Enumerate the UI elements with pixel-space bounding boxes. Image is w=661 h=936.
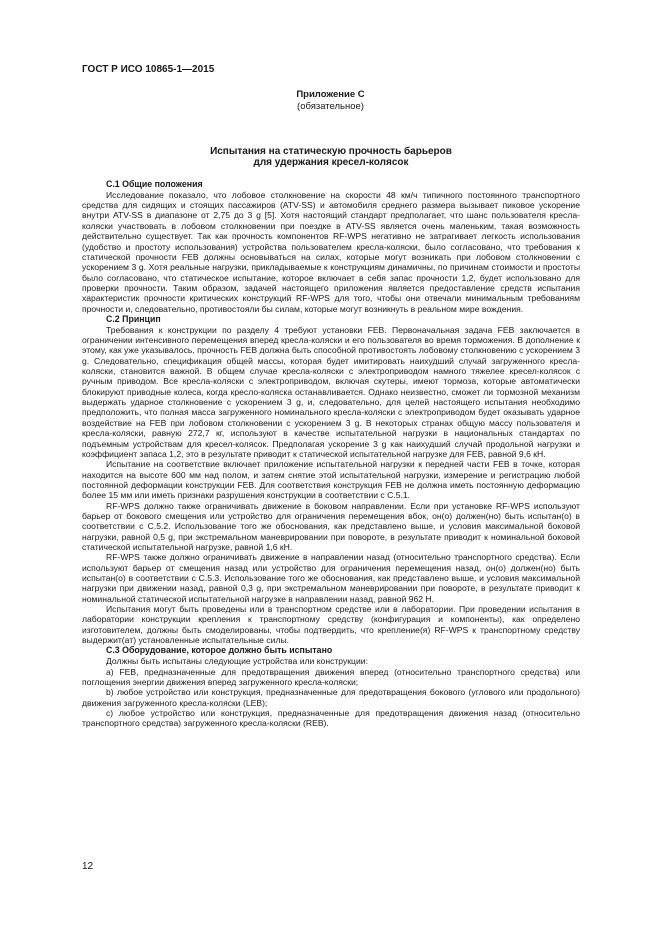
annex-note: (обязательное) xyxy=(297,101,364,112)
paragraph: Исследование показало, что лобовое столкновение на скорости 48 км/ч типичного постоянного транспортного средства для сидящих и стоящих пассажиров (ATV-SS) и автомобиля среднего размера вызывает пиковое ускорение внутри ATV-SS в диапазоне от 2,75 до 3 g [5]. Хотя настоящий стандарт предполагает, что шанс пользователя кресла-коляски участвовать в лобовом столкновении при поездке в ATV-SS является очень маленьким, такая возможность действительно существует. Так как прочность компонентов RF-WPS негативно не затрагивает легкость использования (удобство и простоту использования) устройства пользователем кресла-коляски, было согласовано, что требования к статической прочности FEB должны основываться на силах, которые могут возникать при лобовом столкновении с ускорением 3 g. Хотя реальные нагрузки, прикладываемые к конструкциям динамичны, по причинам стоимости и простоты было согласовано, что статическое испытание, которое включает в себя запас прочности 1,2, будет использовано для проверки прочности. Таким образом, задачей настоящего приложения является предоставление средств испытания характеристик прочности критических конструкций RF-WPS для того, чтобы они отвечали минимальным требованиям прочности и, следовательно, противостояли бы силам, которые могут возникнуть в реальном мире вождения. xyxy=(82,189,580,314)
paragraph: Требования к конструкции по разделу 4 требуют установки FEB. Первоначальная задача FEB заключается в ограничении интенсивного перемещения вперед кресла-коляски и его пользователя во время торможения. В дополнение к этому, как уже указывалось, прочность FEB должна быть способной противостоять лобовому столкновению с ускорением 3 g. Следовательно, спецификация общей массы, которая будет имитировать наихудший случай загруженного кресла-коляски, становится важной. В общем случае кресла-коляски с электроприводом намного тяжелее кресел-колясок с ручным приводом. Все кресла-коляски с электроприводом, включая скутеры, имеют тормоза, которые автоматически блокируют приводные колеса, когда кресло-коляска останавливается. Однако неизвестно, сможет ли тормозной механизм выдержать ударное столкновение с ускорением 3 g, и, следовательно, для целей настоящего испытания необходимо предположить, что полная масса загруженного номинального кресла-коляски с электроприводом будет оказывать ударное воздействие на FEB при лобовом столкновении с ускорением 3 g. В некоторых странах общую массу пользователя и кресла-коляски, равную 272,7 кг, используют в качестве испытательной нагрузки в национальных стандартах по подъемным устройствам для кресел-колясок. Предполагая ускорение 3 g как наихудший случай продольной нагрузки и коэффициент запаса 1,2, это в результате приводит к статической испытательной нагрузке для FEB, равной 9,6 кН. xyxy=(82,324,580,459)
paragraph: RF-WPS также должно ограничивать движение в направлении назад (относительно транспортного средства). Если используют барьер от смещения назад или устройство для ограничения перемещения назад, он(о) должен(но) быть испытан(о) в соответствии с С.5.3. Использование того же обоснования, как представлено выше, и условия максимальной нагрузки при движении назад, равной 0,3 g, при экстремальном маневрировании при повороте, в результате приводит к номинальной статической испытательной нагрузке в направлении назад, равной 962 Н. xyxy=(82,552,580,604)
paragraph: RF-WPS должно также ограничивать движение в боковом направлении. Если при установке RF-WPS используют барьер от бокового смещения или устройство для ограничения перемещения вбок, он(о) должен(но) быть испытан(о) в соответствии с С.5.2. Использование того же обоснования, как представлено выше, и условия максимальной боковой нагрузки, равной 0,5 g, при экстремальном маневрировании при повороте, в результате приводит к номинальной боковой статической испытательной нагрузке, равной 1,6 кН. xyxy=(82,500,580,552)
list-item: b) любое устройство или конструкция, предназначенные для предотвращения бокового (углового или продольного) движения загруженного кресла-коляски (LEB); xyxy=(82,687,580,708)
paragraph: Должны быть испытаны следующие устройства или конструкции: xyxy=(106,656,368,667)
list-item: а) FEB, предназначенные для предотвращения движения вперед (относительно транспортного средства) или поглощения энергии движения вперед загруженного кресла-коляски; xyxy=(82,666,580,687)
paragraph: Испытания могут быть проведены или в транспортном средстве или в лаборатории. При проведении испытания в лаборатории конструкции крепления к транспортному средству (конфигурация и компоненты), как определено изготовителем, должны быть смоделированы, чтобы подтвердить, что крепление(я) RF-WPS к транспортному средству выдержит(ат) установленные испытательные силы. xyxy=(82,604,580,646)
section-c2-heading: С.2 Принцип xyxy=(106,313,161,324)
document-code: ГОСТ Р ИСО 10865-1—2015 xyxy=(82,64,215,75)
title-line-2: для удержания кресел-колясок xyxy=(253,157,409,168)
section-c1-heading: С.1 Общие положения xyxy=(106,179,203,189)
annex-title: Приложение С xyxy=(296,89,365,100)
section-title xyxy=(82,146,580,168)
page-number: 12 xyxy=(82,861,94,872)
title-line-1: Испытания на статическую прочность барьеров xyxy=(210,146,452,157)
paragraph: Испытание на соответствие включает приложение испытательной нагрузки к передней части FEB в точке, которая находится на высоте 600 мм над полом, и затем снятие этой испытательной нагрузки, измерение и регистрацию любой постоянной деформации конструкции FEB. Для соответствия конструкция FEB не должна иметь постоянную деформацию более 15 мм или иметь признаки разрушения конструкции в соответствии с С.5.1. xyxy=(82,459,580,501)
list-item: с) любое устройство или конструкция, предназначенные для предотвращения движения назад (относительно транспортного средства) загруженного кресла-коляски (REB). xyxy=(82,707,580,729)
document-body xyxy=(82,179,580,729)
section-c3-heading: С.3 Оборудование, которое должно быть испытано xyxy=(106,645,333,656)
